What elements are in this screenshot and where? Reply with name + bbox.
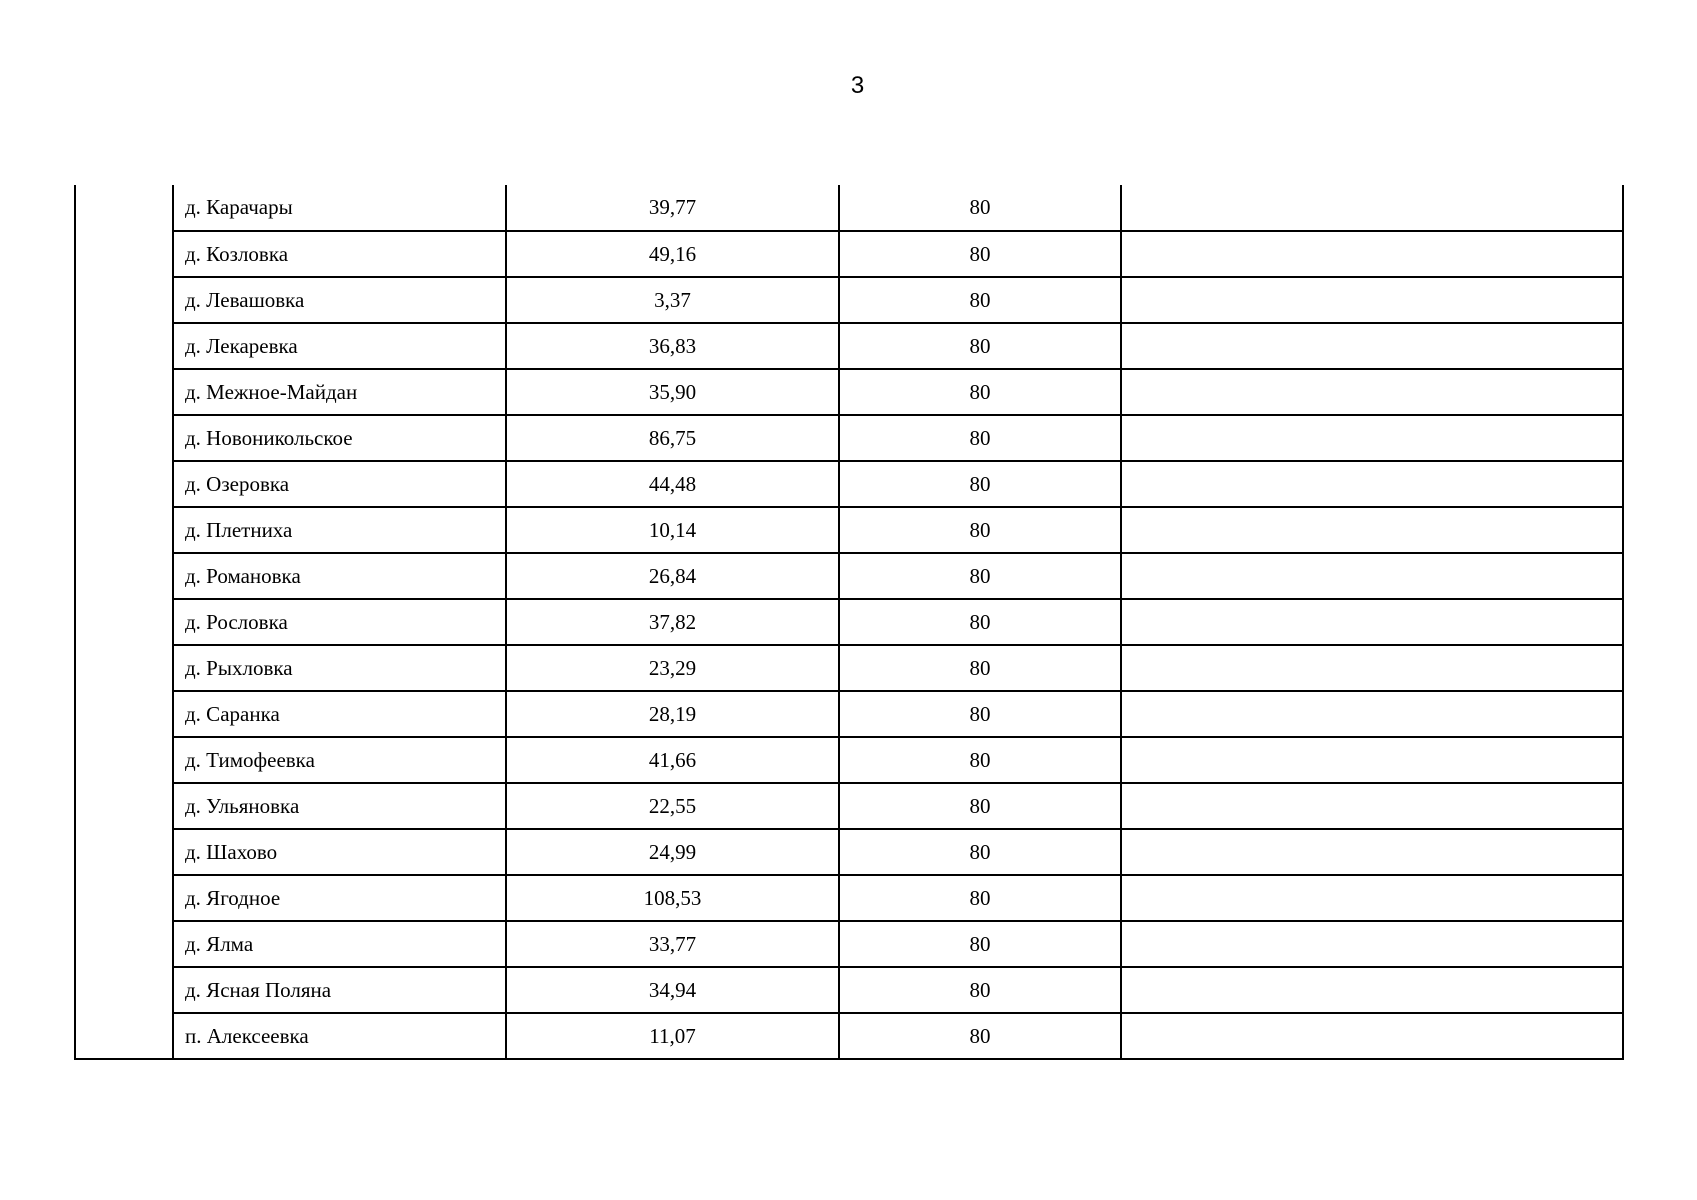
cell-note [1121,277,1623,323]
table-row [75,829,1623,875]
table-row [75,737,1623,783]
cell-note [1121,645,1623,691]
cell-settlement-name: д. Тимофеевка [173,737,506,783]
table-row [75,921,1623,967]
cell-number [75,829,173,875]
cell-value: 36,83 [506,323,839,369]
cell-note [1121,691,1623,737]
cell-value: 33,77 [506,921,839,967]
table-row [75,691,1623,737]
cell-number [75,369,173,415]
table-row [75,875,1623,921]
cell-value: 86,75 [506,415,839,461]
table-row [75,783,1623,829]
cell-number [75,737,173,783]
cell-settlement-name: д. Межное-Майдан [173,369,506,415]
cell-value: 22,55 [506,783,839,829]
cell-settlement-name: д. Ясная Поляна [173,967,506,1013]
table-body [75,185,1623,1059]
cell-value: 28,19 [506,691,839,737]
cell-norm: 80 [839,921,1121,967]
cell-value: 34,94 [506,967,839,1013]
cell-settlement-name: д. Ульяновка [173,783,506,829]
cell-note [1121,415,1623,461]
cell-note [1121,369,1623,415]
table-row [75,553,1623,599]
cell-number [75,461,173,507]
table-row [75,323,1623,369]
cell-number [75,967,173,1013]
cell-norm: 80 [839,967,1121,1013]
cell-note [1121,507,1623,553]
cell-norm: 80 [839,1013,1121,1059]
cell-note [1121,1013,1623,1059]
cell-norm: 80 [839,875,1121,921]
cell-note [1121,829,1623,875]
cell-norm: 80 [839,507,1121,553]
table-row [75,415,1623,461]
settlements-table [74,185,1624,1060]
cell-number [75,323,173,369]
cell-settlement-name: д. Романовка [173,553,506,599]
cell-norm: 80 [839,231,1121,277]
cell-value: 37,82 [506,599,839,645]
cell-settlement-name: д. Рословка [173,599,506,645]
cell-value: 39,77 [506,185,839,231]
table-row [75,507,1623,553]
table-row [75,231,1623,277]
cell-norm: 80 [839,369,1121,415]
cell-note [1121,737,1623,783]
cell-norm: 80 [839,461,1121,507]
cell-value: 10,14 [506,507,839,553]
cell-settlement-name: д. Ягодное [173,875,506,921]
cell-note [1121,599,1623,645]
cell-settlement-name: д. Саранка [173,691,506,737]
cell-note [1121,231,1623,277]
cell-norm: 80 [839,277,1121,323]
cell-note [1121,967,1623,1013]
table-row [75,369,1623,415]
table-row [75,185,1623,231]
cell-norm: 80 [839,415,1121,461]
cell-number [75,783,173,829]
cell-value: 3,37 [506,277,839,323]
page-number: 3 [850,72,865,99]
cell-value: 26,84 [506,553,839,599]
table-row [75,1013,1623,1059]
cell-value: 23,29 [506,645,839,691]
cell-norm: 80 [839,553,1121,599]
cell-settlement-name: д. Плетниха [173,507,506,553]
cell-note [1121,921,1623,967]
cell-number [75,553,173,599]
cell-number [75,185,173,231]
cell-value: 35,90 [506,369,839,415]
cell-value: 41,66 [506,737,839,783]
cell-number [75,691,173,737]
cell-norm: 80 [839,645,1121,691]
cell-settlement-name: д. Карачары [173,185,506,231]
table-row [75,645,1623,691]
cell-norm: 80 [839,599,1121,645]
cell-value: 49,16 [506,231,839,277]
table-row [75,967,1623,1013]
cell-value: 24,99 [506,829,839,875]
cell-norm: 80 [839,185,1121,231]
cell-note [1121,461,1623,507]
cell-settlement-name: д. Козловка [173,231,506,277]
cell-number [75,507,173,553]
cell-norm: 80 [839,829,1121,875]
cell-settlement-name: п. Алексеевка [173,1013,506,1059]
cell-number [75,231,173,277]
cell-number [75,921,173,967]
table-row [75,599,1623,645]
cell-value: 108,53 [506,875,839,921]
cell-number [75,415,173,461]
cell-note [1121,783,1623,829]
cell-settlement-name: д. Озеровка [173,461,506,507]
cell-note [1121,185,1623,231]
cell-number [75,875,173,921]
cell-value: 11,07 [506,1013,839,1059]
cell-settlement-name: д. Рыхловка [173,645,506,691]
cell-settlement-name: д. Новоникольское [173,415,506,461]
table-row [75,461,1623,507]
cell-note [1121,553,1623,599]
cell-number [75,1013,173,1059]
cell-settlement-name: д. Шахово [173,829,506,875]
cell-settlement-name: д. Лекаревка [173,323,506,369]
cell-value: 44,48 [506,461,839,507]
cell-number [75,599,173,645]
cell-norm: 80 [839,737,1121,783]
cell-number [75,277,173,323]
cell-norm: 80 [839,691,1121,737]
cell-norm: 80 [839,323,1121,369]
cell-note [1121,875,1623,921]
cell-settlement-name: д. Ялма [173,921,506,967]
cell-note [1121,323,1623,369]
cell-norm: 80 [839,783,1121,829]
cell-number [75,645,173,691]
cell-settlement-name: д. Левашовка [173,277,506,323]
table-row [75,277,1623,323]
